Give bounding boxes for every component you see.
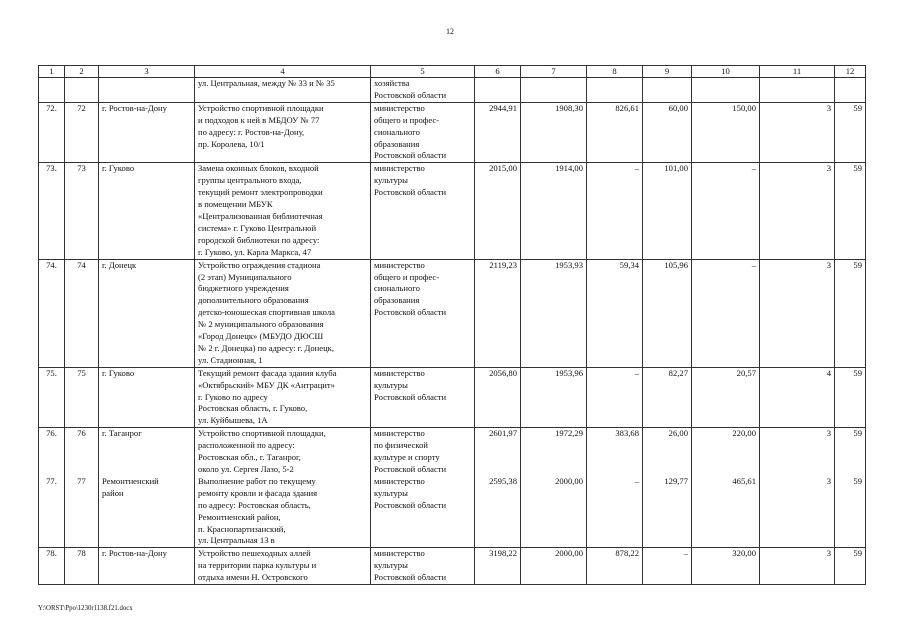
table-row: [39, 367, 866, 428]
row-number: 77: [65, 476, 99, 548]
municipality-cell: г. Ростов-на-Дону: [99, 548, 195, 585]
header-col-4: 4: [195, 66, 371, 78]
amount-col8-cell: 826,61: [587, 102, 643, 163]
amount-col7-cell: 1914,00: [521, 163, 587, 259]
table-row: [39, 428, 866, 476]
amount-col10-cell: 465,61: [692, 476, 760, 548]
ministry-cell: министерство культуры Ростовской области: [371, 476, 475, 548]
col11-cell: 3: [760, 476, 835, 548]
table-row: [39, 102, 866, 163]
col12-cell: 59: [835, 476, 866, 548]
table-row: [39, 163, 866, 259]
amount-total-cell: 3198,22: [475, 548, 521, 585]
row-number: 73: [65, 163, 99, 259]
row-number: 78: [65, 548, 99, 585]
col11-cell: 3: [760, 428, 835, 476]
amount-col8-cell: 383,68: [587, 428, 643, 476]
amount-col9-cell: 101,00: [643, 163, 692, 259]
amount-col9-cell: 129,77: [643, 476, 692, 548]
amount-col9-cell: –: [643, 548, 692, 585]
project-description-cell: Устройство пешеходных аллей на территории парка культуры и отдыха имени Н. Островского: [195, 548, 371, 585]
col12-cell: 59: [835, 102, 866, 163]
amount-col10-cell: –: [692, 259, 760, 367]
col11-cell: 3: [760, 163, 835, 259]
municipality-cell: г. Ростов-на-Дону: [99, 102, 195, 163]
amount-col8-cell: 878,22: [587, 548, 643, 585]
row-index: 75.: [39, 367, 65, 428]
table-row: [39, 259, 866, 367]
amount-total-cell: 2601,97: [475, 428, 521, 476]
header-col-7: 7: [521, 66, 587, 78]
amount-col7-cell: 1953,96: [521, 367, 587, 428]
ministry-cell: министерство культуры Ростовской области: [371, 163, 475, 259]
amount-col7-cell: 1972,29: [521, 428, 587, 476]
header-col-6: 6: [475, 66, 521, 78]
amount-total-cell: 2595,38: [475, 476, 521, 548]
municipality-cell: г. Гуково: [99, 367, 195, 428]
amount-col10-cell: 220,00: [692, 428, 760, 476]
municipality-cell: Ремонтненский район: [99, 476, 195, 548]
col11-cell: 3: [760, 548, 835, 585]
project-description-cell: Текущий ремонт фасада здания клуба «Октябрьский» МБУ ДК «Антрацит» г. Гуково по адресу Ростовская область, г. Гуково, ул. Куйбышева, 1А: [195, 367, 371, 428]
col12-cell: 59: [835, 259, 866, 367]
col11-cell: 3: [760, 259, 835, 367]
continued-row: [39, 78, 866, 103]
ministry-cell: министерство культуры Ростовской области: [371, 548, 475, 585]
ministry-cell: министерство культуры Ростовской области: [371, 367, 475, 428]
table-row: [39, 548, 866, 585]
header-col-11: 11: [760, 66, 835, 78]
file-path-footer: Y:\ORST\Ppo\1230r1138.f21.docx: [38, 605, 133, 612]
col12-cell: 59: [835, 367, 866, 428]
amount-col10-cell: 20,57: [692, 367, 760, 428]
amount-col7-cell: 2000,00: [521, 548, 587, 585]
header-col-10: 10: [692, 66, 760, 78]
amount-col9-cell: 26,00: [643, 428, 692, 476]
col11-cell: 4: [760, 367, 835, 428]
header-col-2: 2: [65, 66, 99, 78]
header-col-1: 1: [39, 66, 65, 78]
amount-col7-cell: 1908,30: [521, 102, 587, 163]
project-description-cell: Выполнение работ по текущему ремонту кровли и фасада здания по адресу: Ростовская область, Ремонтненский район, п. Краснопартизанский, ул. Центральная 13 в: [195, 476, 371, 548]
row-index: 72.: [39, 102, 65, 163]
header-col-12: 12: [835, 66, 866, 78]
amount-col8-cell: –: [587, 476, 643, 548]
col12-cell: 59: [835, 163, 866, 259]
municipality-cell: г. Гуково: [99, 163, 195, 259]
amount-total-cell: 2056,80: [475, 367, 521, 428]
col12-cell: 59: [835, 548, 866, 585]
header-col-8: 8: [587, 66, 643, 78]
municipality-cell: г. Донецк: [99, 259, 195, 367]
amount-col9-cell: 82,27: [643, 367, 692, 428]
row-index: 77.: [39, 476, 65, 548]
project-description-cell: Устройство ограждения стадиона (2 этап) Муниципального бюджетного учреждения дополнительного образования детско-юношеская спортивная школа № 2 муниципального образования «Город Донецк» (МБУДО ДЮСШ № 2 г. Донецка) по адресу: г. Донецк, ул. Стадионная, 1: [195, 259, 371, 367]
project-description-cell: Замена оконных блоков, входной группы центрального входа, текущий ремонт электропроводки в помещении МБУК «Централизованная библиотечная система» г. Гуково Центральной городской библиотеки по адресу: г. Гуково, ул. Карла Маркса, 47: [195, 163, 371, 259]
amount-col8-cell: –: [587, 367, 643, 428]
header-col-3: 3: [99, 66, 195, 78]
row-index: 74.: [39, 259, 65, 367]
row-index: 78.: [39, 548, 65, 585]
amount-total-cell: 2944,91: [475, 102, 521, 163]
project-description-cell: Устройство спортивной площадки и подходов к ней в МБДОУ № 77 по адресу: г. Ростов-на-Дону, пр. Королева, 10/1: [195, 102, 371, 163]
amount-col9-cell: 105,96: [643, 259, 692, 367]
header-col-9: 9: [643, 66, 692, 78]
row-number: 75: [65, 367, 99, 428]
municipality-cell: г. Таганрог: [99, 428, 195, 476]
row-index: 73.: [39, 163, 65, 259]
budget-table: [38, 65, 866, 585]
amount-col9-cell: 60,00: [643, 102, 692, 163]
amount-col7-cell: 1953,93: [521, 259, 587, 367]
ministry-cell: министерство общего и профес- сионального образования Ростовской области: [371, 259, 475, 367]
table-row: [39, 476, 866, 548]
ministry-cell: министерство по физической культуре и спорту Ростовской области: [371, 428, 475, 476]
row-number: 74: [65, 259, 99, 367]
amount-col8-cell: 59,34: [587, 259, 643, 367]
amount-col7-cell: 2000,00: [521, 476, 587, 548]
continued-org: хозяйства Ростовской области: [371, 78, 475, 103]
amount-col10-cell: –: [692, 163, 760, 259]
row-index: 76.: [39, 428, 65, 476]
row-number: 72: [65, 102, 99, 163]
page-number: 12: [446, 27, 454, 36]
amount-total-cell: 2015,00: [475, 163, 521, 259]
header-col-5: 5: [371, 66, 475, 78]
amount-col8-cell: –: [587, 163, 643, 259]
continued-desc: ул. Центральная, между № 33 и № 35: [195, 78, 371, 103]
row-number: 76: [65, 428, 99, 476]
ministry-cell: министерство общего и профес- сионального образования Ростовской области: [371, 102, 475, 163]
col11-cell: 3: [760, 102, 835, 163]
column-number-header: [39, 66, 866, 78]
amount-total-cell: 2119,23: [475, 259, 521, 367]
col12-cell: 59: [835, 428, 866, 476]
amount-col10-cell: 320,00: [692, 548, 760, 585]
project-description-cell: Устройство спортивной площадки, расположенной по адресу: Ростовская обл., г. Таганрог, около ул. Сергея Лазо, 5-2: [195, 428, 371, 476]
amount-col10-cell: 150,00: [692, 102, 760, 163]
